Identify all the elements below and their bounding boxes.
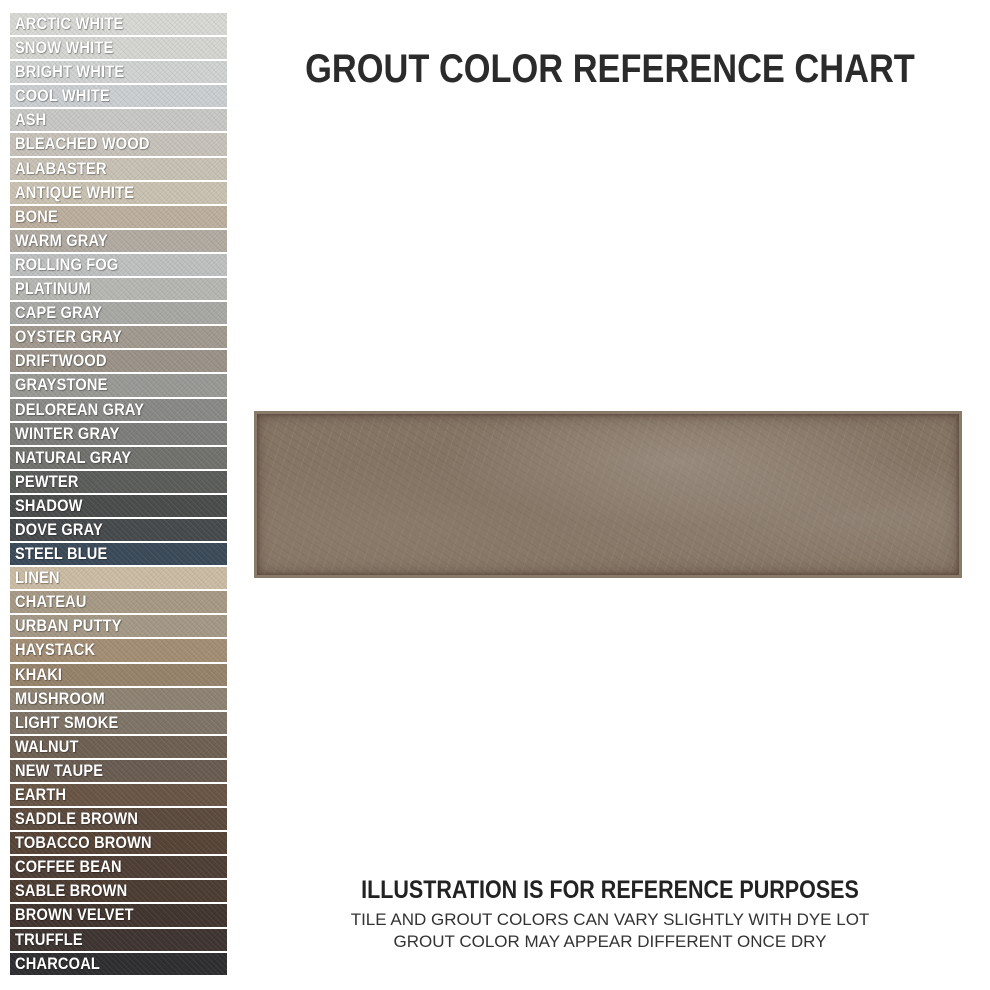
grout-swatch-label: PLATINUM (15, 279, 91, 299)
grout-swatch-label: COFFEE BEAN (15, 857, 122, 877)
tile-preview (254, 411, 962, 578)
grout-swatch[interactable] (10, 85, 227, 107)
grout-swatch[interactable] (10, 278, 227, 300)
grout-swatch-label: NEW TAUPE (15, 760, 104, 780)
grout-swatch-label: SADDLE BROWN (15, 809, 139, 829)
grout-swatch-label: ARCTIC WHITE (15, 14, 124, 33)
grout-swatch-label: ANTIQUE WHITE (15, 182, 135, 202)
grout-swatch[interactable] (10, 206, 227, 228)
grout-swatch-label: MUSHROOM (15, 688, 105, 708)
grout-swatch[interactable] (10, 302, 227, 324)
grout-swatch-label: LIGHT SMOKE (15, 712, 119, 732)
grout-swatch-label: WALNUT (15, 736, 79, 756)
grout-swatch-label: ALABASTER (15, 158, 107, 178)
grout-swatch[interactable] (10, 399, 227, 421)
grout-swatch-label: ASH (15, 110, 47, 130)
grout-swatch[interactable] (10, 760, 227, 782)
grout-swatch-label: STEEL BLUE (15, 544, 108, 564)
grout-swatch-label: TOBACCO BROWN (15, 833, 152, 853)
grout-swatch-label: ROLLING FOG (15, 254, 119, 274)
disclaimer-heading: ILLUSTRATION IS FOR REFERENCE PURPOSES (361, 876, 859, 904)
grout-swatch[interactable] (10, 495, 227, 517)
grout-swatch-label: WINTER GRAY (15, 423, 120, 443)
grout-swatch[interactable] (10, 712, 227, 734)
grout-swatch[interactable] (10, 639, 227, 661)
grout-swatch[interactable] (10, 254, 227, 276)
grout-swatch[interactable] (10, 158, 227, 180)
grout-swatch[interactable] (10, 109, 227, 131)
grout-swatch-label: BONE (15, 206, 58, 226)
grout-swatch-label: WARM GRAY (15, 230, 108, 250)
grout-swatch[interactable] (10, 13, 227, 35)
grout-swatch-label: HAYSTACK (15, 640, 96, 660)
disclaimer-line-dye-lot: TILE AND GROUT COLORS CAN VARY SLIGHTLY WITH DYE LOT (350, 910, 870, 929)
grout-swatch[interactable] (10, 688, 227, 710)
grout-swatch[interactable] (10, 519, 227, 541)
grout-swatch[interactable] (10, 423, 227, 445)
grout-swatch[interactable] (10, 856, 227, 878)
grout-swatch[interactable] (10, 736, 227, 758)
grout-swatch[interactable] (10, 350, 227, 372)
grout-swatch-label: SABLE BROWN (15, 881, 128, 901)
grout-swatch-label: DRIFTWOOD (15, 351, 107, 371)
disclaimer (250, 876, 970, 953)
grout-swatch-label: LINEN (15, 568, 60, 588)
grout-swatch-label: SHADOW (15, 495, 83, 515)
grout-swatch[interactable] (10, 832, 227, 854)
grout-swatch[interactable] (10, 953, 227, 975)
grout-swatch-label: EARTH (15, 785, 67, 804)
grout-swatch[interactable] (10, 664, 227, 686)
chart-title: GROUT COLOR REFERENCE CHART (305, 47, 915, 91)
grout-swatch-label: NATURAL GRAY (15, 447, 132, 467)
grout-swatch-label: PEWTER (15, 471, 79, 491)
grout-swatch[interactable] (10, 447, 227, 469)
disclaimer-line-once-dry: GROUT COLOR MAY APPEAR DIFFERENT ONCE DRY (393, 932, 827, 951)
grout-swatch-label: BROWN VELVET (15, 905, 134, 925)
grout-swatch-label: GRAYSTONE (15, 375, 108, 395)
grout-swatch[interactable] (10, 374, 227, 396)
grout-swatch[interactable] (10, 543, 227, 565)
grout-swatch-label: CAPE GRAY (15, 303, 103, 323)
grout-swatch[interactable] (10, 929, 227, 951)
tile-preview-edge (257, 414, 959, 575)
grout-swatch[interactable] (10, 808, 227, 830)
grout-swatch[interactable] (10, 784, 227, 806)
grout-swatch-label: OYSTER GRAY (15, 327, 122, 347)
grout-swatch[interactable] (10, 182, 227, 204)
grout-swatch[interactable] (10, 133, 227, 155)
grout-swatch[interactable] (10, 230, 227, 252)
grout-swatch[interactable] (10, 567, 227, 589)
grout-swatch[interactable] (10, 61, 227, 83)
grout-swatch-label: DOVE GRAY (15, 519, 103, 539)
grout-swatch-label: CHARCOAL (15, 953, 101, 973)
grout-swatch[interactable] (10, 471, 227, 493)
grout-swatch[interactable] (10, 904, 227, 926)
grout-swatch-label: CHATEAU (15, 592, 87, 612)
grout-swatch-label: TRUFFLE (15, 929, 83, 949)
grout-swatch-list (10, 13, 227, 977)
grout-swatch-label: COOL WHITE (15, 86, 110, 106)
grout-swatch-label: BLEACHED WOOD (15, 134, 150, 154)
grout-swatch[interactable] (10, 326, 227, 348)
grout-swatch[interactable] (10, 37, 227, 59)
grout-swatch-label: BRIGHT WHITE (15, 62, 125, 82)
grout-swatch[interactable] (10, 591, 227, 613)
grout-swatch[interactable] (10, 615, 227, 637)
grout-swatch-label: KHAKI (15, 664, 63, 684)
grout-swatch-label: DELOREAN GRAY (15, 399, 145, 419)
grout-swatch-label: URBAN PUTTY (15, 616, 122, 636)
grout-swatch[interactable] (10, 880, 227, 902)
grout-swatch-label: SNOW WHITE (15, 38, 114, 58)
